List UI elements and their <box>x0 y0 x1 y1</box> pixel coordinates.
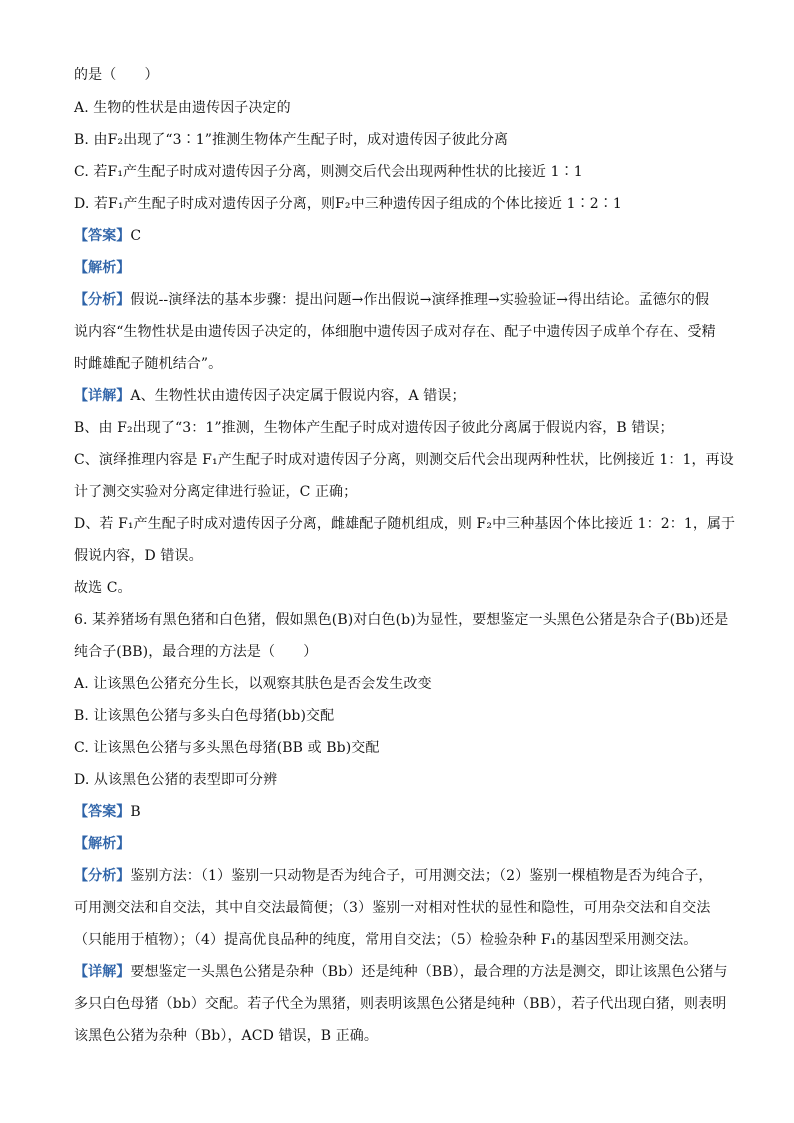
detail-line: 该黑色公猪为杂种（Bb），ACD 错误，B 正确。 <box>74 1028 378 1044</box>
question-6-stem: 纯合子(BB)，最合理的方法是（ ） <box>74 644 318 660</box>
analysis-tag: 【解析】 <box>74 260 131 276</box>
option-c: C. 让该黑色公猪与多头黑色母猪(BB 或 Bb)交配 <box>74 740 380 756</box>
analysis-line: 时雌雄配子随机结合”。 <box>74 356 223 372</box>
answer-tag: 【答案】 <box>74 228 131 244</box>
analysis-line: （只能用于植物）；（4）提高优良品种的纯度，常用自交法；（5）检验杂种 F₁的基因型采用测交法。 <box>74 932 698 948</box>
xiangjie-tag: 【详解】 <box>74 964 131 980</box>
option-a: A. 让该黑色公猪充分生长，以观察其肤色是否会发生改变 <box>74 676 432 692</box>
analysis-line: 可用测交法和自交法，其中自交法最简便；（3）鉴别一对相对性状的显性和隐性，可用杂交法和自交法 <box>74 900 711 916</box>
answer-line: 【答案】B <box>74 804 141 820</box>
analysis-heading <box>74 259 724 277</box>
question-6-stem: 6. 某养猪场有黑色猪和白色猪，假如黑色(B)对白色(b)为显性，要想鉴定一头黑色公猪是杂合子(Bb)还是 <box>74 612 729 628</box>
detail-line: 计了测交实验对分离定律进行验证，C 正确； <box>74 484 358 500</box>
analysis-line: 说内容“生物性状是由遗传因子决定的，体细胞中遗传因子成对存在、配子中遗传因子成单个存在、受精 <box>74 324 716 340</box>
option-c: C. 若F₁产生配子时成对遗传因子分离，则测交后代会出现两种性状的比接近 1∶1 <box>74 164 583 180</box>
detail-line: B、由 F₂出现了“3：1”推测，生物体产生配子时成对遗传因子彼此分离属于假说内容，B 错误； <box>74 420 674 436</box>
fenxi-tag: 【分析】 <box>74 868 131 884</box>
analysis-line: 【分析】假说-‐演绎法的基本步骤：提出问题→作出假说→演绎推理→实验验证→得出结论。孟德尔的假 <box>74 292 710 308</box>
choice-conclusion: 故选 C。 <box>74 580 132 596</box>
analysis-heading <box>74 835 724 853</box>
answer-tag: 【答案】 <box>74 804 131 820</box>
option-a: A. 生物的性状是由遗传因子决定的 <box>74 100 291 116</box>
option-d: D. 从该黑色公猪的表型即可分辨 <box>74 772 278 788</box>
detail-line: 【详解】要想鉴定一头黑色公猪是杂种（Bb）还是纯种（BB），最合理的方法是测交，即让该黑色公猪与 <box>74 964 728 980</box>
option-b: B. 让该黑色公猪与多头白色母猪(bb)交配 <box>74 708 335 724</box>
detail-line: 多只白色母猪（bb）交配。若子代全为黑猪，则表明该黑色公猪是纯种（BB），若子代出现白猪，则表明 <box>74 996 727 1012</box>
analysis-tag: 【解析】 <box>74 836 131 852</box>
answer-line: 【答案】C <box>74 228 142 244</box>
detail-line: C、演绎推理内容是 F₁产生配子时成对遗传因子分离，则测交后代会出现两种性状，比例接近 1：1，再设 <box>74 452 734 468</box>
xiangjie-tag: 【详解】 <box>74 388 131 404</box>
option-b: B. 由F₂出现了“3∶1”推测生物体产生配子时，成对遗传因子彼此分离 <box>74 132 509 148</box>
analysis-line: 【分析】鉴别方法：（1）鉴别一只动物是否为纯合子，可用测交法；（2）鉴别一棵植物是否为纯合子， <box>74 868 713 884</box>
option-d: D. 若F₁产生配子时成对遗传因子分离，则F₂中三种遗传因子组成的个体比接近 1∶2∶1 <box>74 196 622 212</box>
fenxi-tag: 【分析】 <box>74 292 131 308</box>
detail-line: D、若 F₁产生配子时成对遗传因子分离，雌雄配子随机组成，则 F₂中三种基因个体比接近 1：2：1，属于 <box>74 516 736 532</box>
detail-line: 【详解】A、生物性状由遗传因子决定属于假说内容，A 错误； <box>74 388 466 404</box>
detail-line: 假说内容，D 错误。 <box>74 548 203 564</box>
question-stem-end: 的是（ ） <box>74 67 159 83</box>
